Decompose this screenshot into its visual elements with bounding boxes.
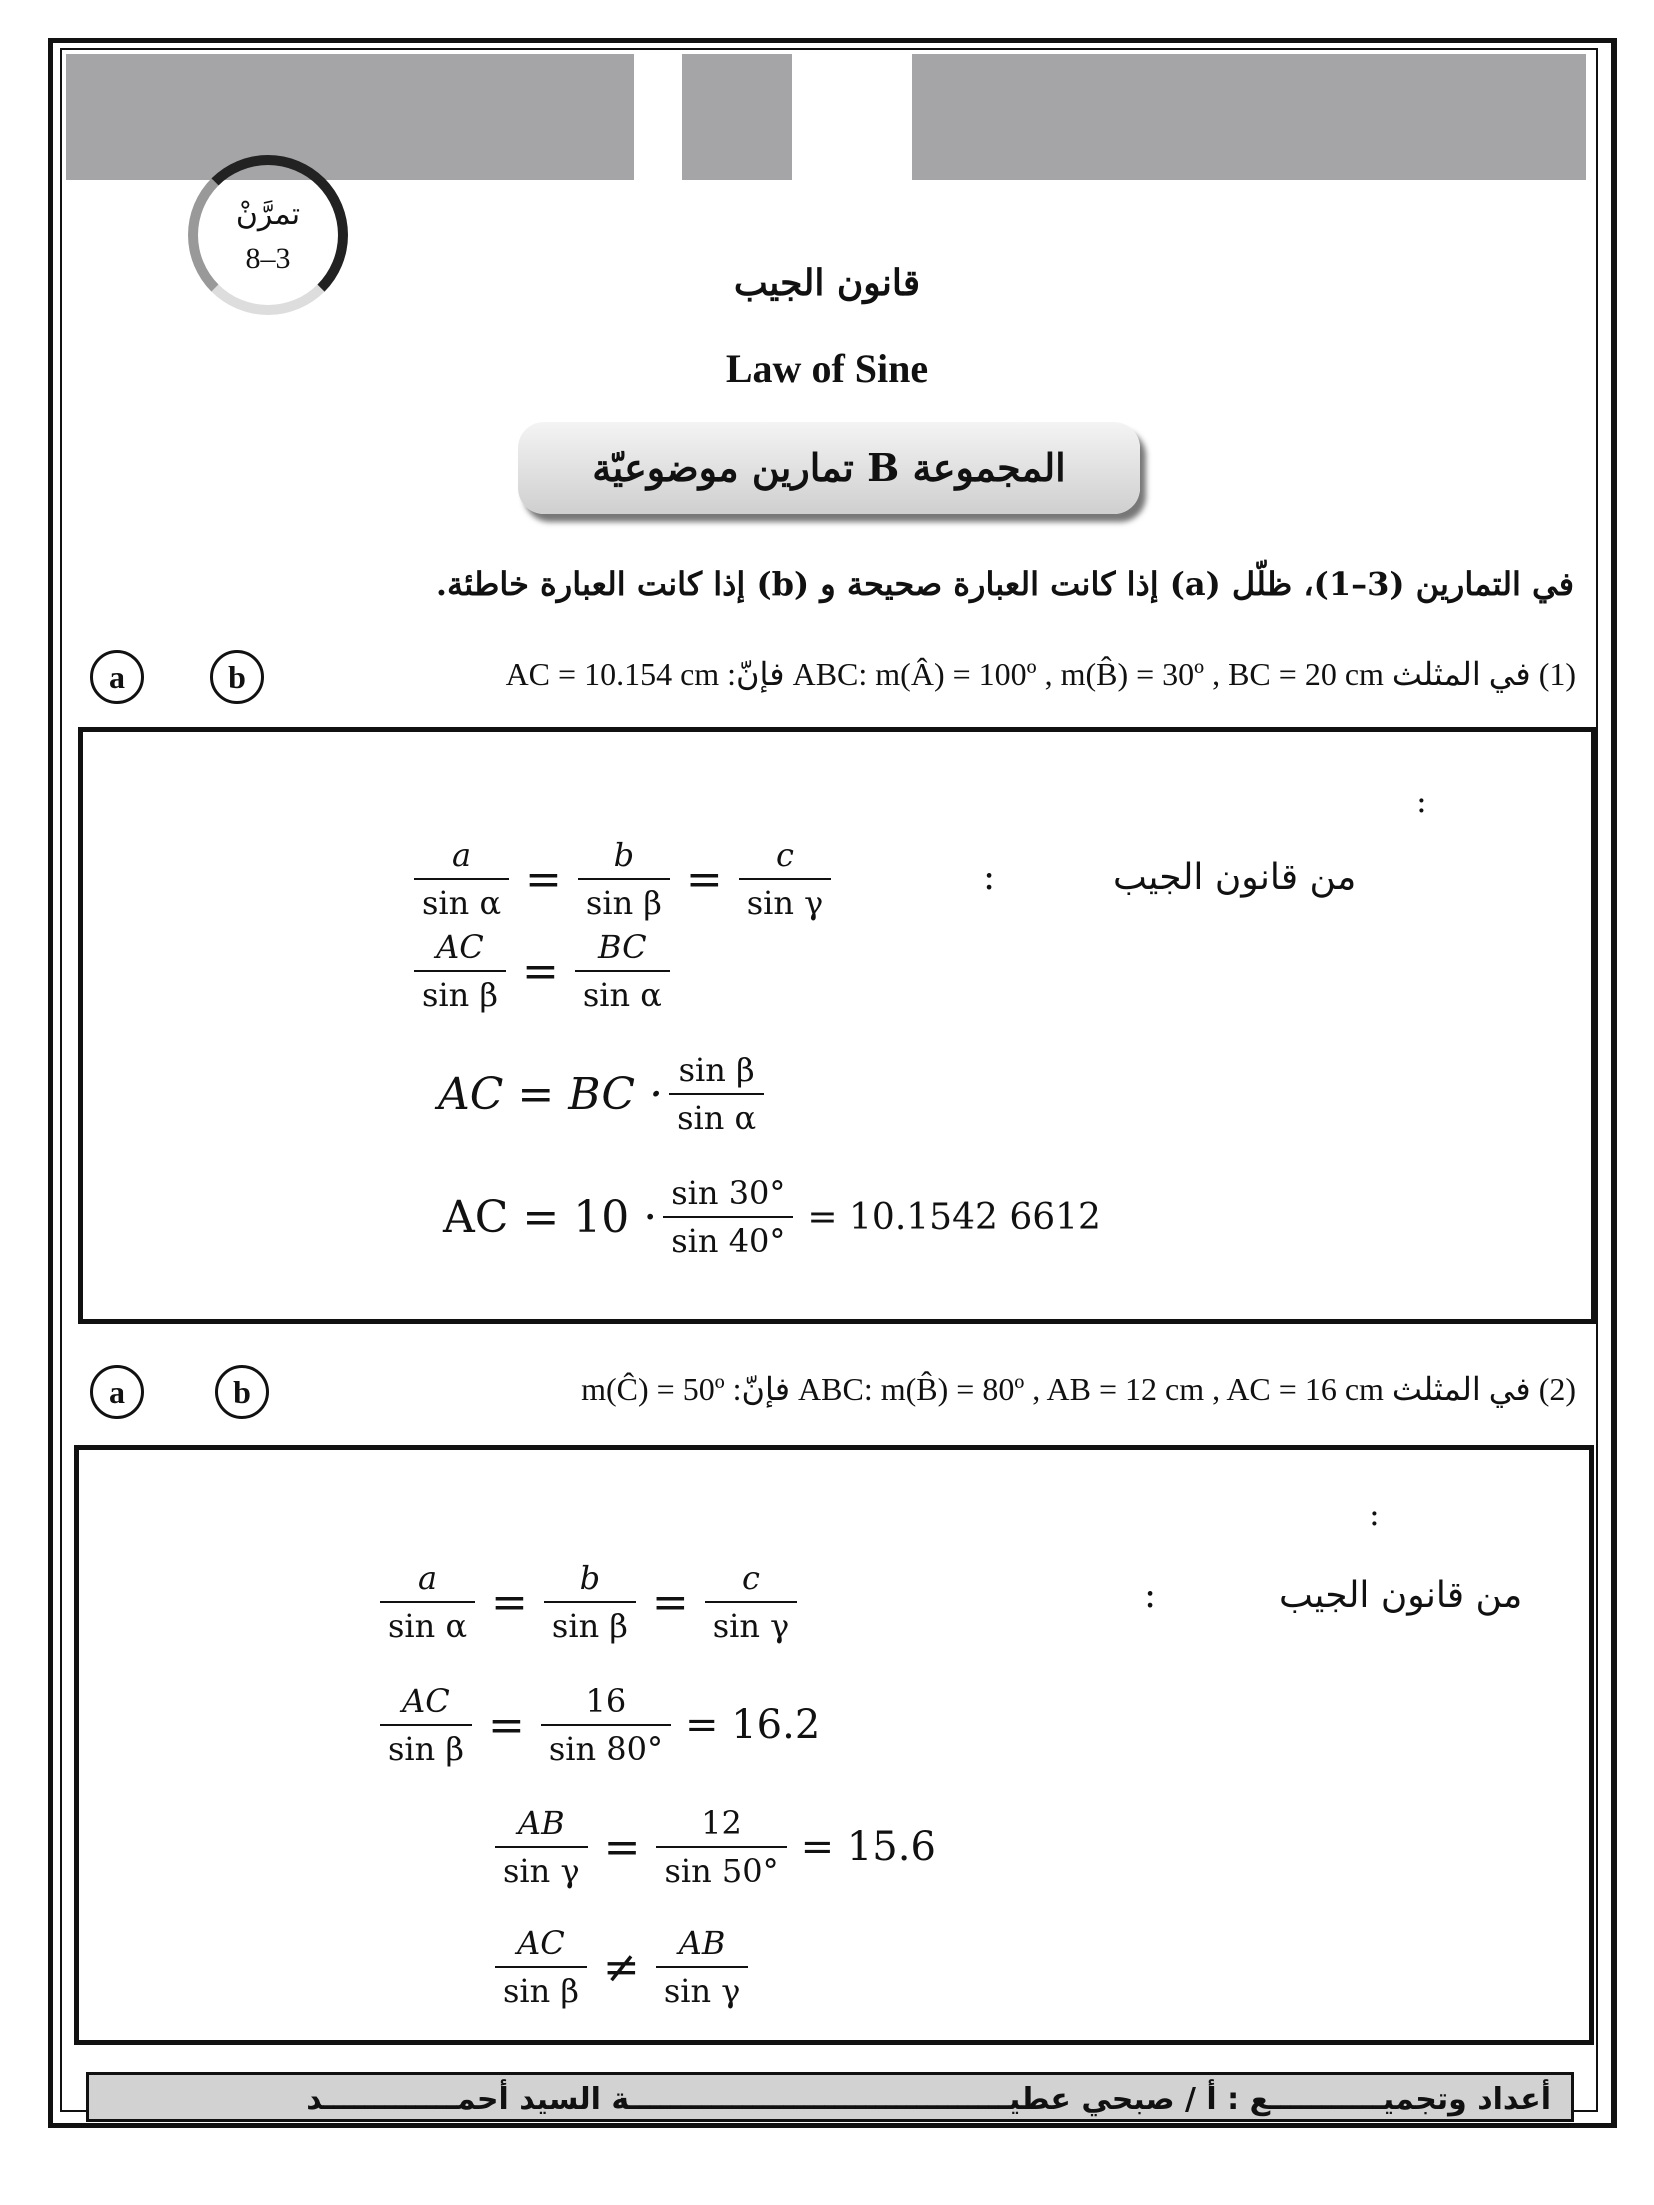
q1-answer-colon: :: [1416, 782, 1427, 820]
frac-num-c: c: [739, 832, 832, 880]
frac-den-sin-beta: sin β: [503, 1972, 579, 2010]
frac-den-sin-alpha: sin α: [677, 1099, 757, 1137]
q1-line4-left: AC = 10 ·: [443, 1191, 658, 1243]
q2-result-2: = 15.6: [800, 1824, 936, 1870]
option-b-circle-q1[interactable]: b: [210, 650, 264, 704]
header-bar-middle: [682, 54, 792, 180]
badge-number: 8–3: [245, 242, 291, 275]
title-english: Law of Sine: [725, 346, 929, 391]
q1-result: = 10.1542 6612: [807, 1196, 1101, 1238]
frac-den-sin-beta: sin β: [585, 884, 662, 922]
option-b-circle-q2[interactable]: b: [215, 1365, 269, 1419]
q2-ac-ratio: $\frac{AC}{\text{sin β}}$ = $\frac{16}{\sin 80^\circ}$ = 16.2: [374, 1678, 820, 1772]
frac-num-ab: AB: [656, 1920, 749, 1968]
q2-result-1: = 16.2: [684, 1702, 821, 1748]
frac-den-sin-gamma: sin γ: [712, 1607, 790, 1645]
q1-sine-law-specific: $\frac{AC}{\text{sin β}}$ = $\frac{BC}{\text{sin α}}$: [408, 924, 676, 1018]
frac-num-sin-beta: sin β: [669, 1047, 764, 1095]
frac-den-sin80: sin 80°: [548, 1730, 663, 1768]
q2-answer-colon: :: [1369, 1495, 1380, 1533]
frac-num-b: b: [578, 832, 670, 880]
q2-ab-ratio: $\frac{AB}{\text{sin γ}}$ = $\frac{12}{\sin 50^\circ}$ = 15.6: [489, 1800, 936, 1894]
frac-num-12: 12: [656, 1800, 786, 1848]
frac-den-sin-gamma: sin γ: [503, 1852, 580, 1890]
frac-num-ac: AC: [380, 1678, 472, 1726]
solution-box-1: [78, 727, 1596, 1324]
frac-num-c: c: [705, 1555, 798, 1603]
question-2-text: (2) في المثلث ABC: m(B̂) = 80º , AB = 12 cm , AC = 16 cm فإنّ: m(Ĉ) = 50º: [581, 1371, 1576, 1407]
question-1-text: (1) في المثلث ABC: m(Â) = 100º , m(B̂) = 30º , BC = 20 cm فإنّ: AC = 10.154 cm: [505, 656, 1576, 692]
frac-den-sin-beta: sin β: [422, 976, 498, 1014]
frac-num-ac: AC: [495, 1920, 587, 1968]
frac-den-sin-alpha: sin α: [422, 884, 502, 922]
group-label: المجموعة B تمارين موضوعيّة: [518, 422, 1140, 514]
q2-rule-label: من قانون الجيب: [1279, 1575, 1523, 1616]
frac-num-16: 16: [541, 1678, 671, 1726]
q1-compute-ac: [443, 1170, 1101, 1264]
header-bar-left: [66, 54, 634, 180]
header-bar-right: [912, 54, 1586, 180]
q2-not-equal: [489, 1920, 754, 2014]
badge-word: تمرَّنْ: [235, 197, 301, 232]
frac-num-bc: BC: [575, 924, 670, 972]
option-a-circle-q1[interactable]: a: [90, 650, 144, 704]
q2-rule-colon: :: [1144, 1575, 1157, 1616]
q1-rule-label: من قانون الجيب: [1113, 857, 1357, 898]
q1-solve-ac: [438, 1047, 770, 1141]
frac-num-sin30: sin 30°: [663, 1170, 793, 1218]
option-a-circle-q2[interactable]: a: [90, 1365, 144, 1419]
frac-den-sin-alpha: sin α: [388, 1607, 468, 1645]
frac-den-sin-gamma: sin γ: [746, 884, 824, 922]
frac-num-ac: AC: [414, 924, 506, 972]
frac-den-sin-alpha: sin α: [582, 976, 662, 1014]
frac-den-sin-beta: sin β: [388, 1730, 464, 1768]
q2-sine-law-general: $\frac{a}{\text{sin α}}$ = $\frac{b}{\text{sin β}}$ = $\frac{c}{\text{sin γ}}$: [374, 1555, 803, 1649]
not-equal-sign: ≠: [602, 1941, 640, 1993]
frac-num-a: a: [380, 1555, 475, 1603]
q1-rule-colon: :: [983, 857, 996, 898]
frac-num-a: a: [414, 832, 509, 880]
frac-den-sin-beta: sin β: [551, 1607, 628, 1645]
title-arabic: قانون الجيب: [733, 262, 921, 304]
solution-box-2: [74, 1445, 1594, 2045]
frac-num-ab: AB: [495, 1800, 588, 1848]
frac-den-sin-gamma: sin γ: [663, 1972, 741, 2010]
footer-credit: أعداد وتجميـــــــــــع : أ / صبحي عطيـــــــــــــــــــــــــــــــــــــة السيد أحمـــــــــــــد: [86, 2072, 1574, 2122]
q1-sine-law-general: $\frac{a}{\text{sin α}}$ = $\frac{b}{\text{sin β}}$ = $\frac{c}{\text{sin γ}}$: [408, 832, 837, 926]
frac-num-b: b: [544, 1555, 636, 1603]
frac-den-sin50: sin 50°: [664, 1852, 779, 1890]
frac-den-sin40: sin 40°: [671, 1222, 786, 1260]
instruction: في التمارين (3–1)، ظلّل (a) إذا كانت العبارة صحيحة و (b) إذا كانت العبارة خاطئة.: [435, 565, 1574, 603]
q1-line3-left: AC = BC ·: [438, 1068, 664, 1120]
